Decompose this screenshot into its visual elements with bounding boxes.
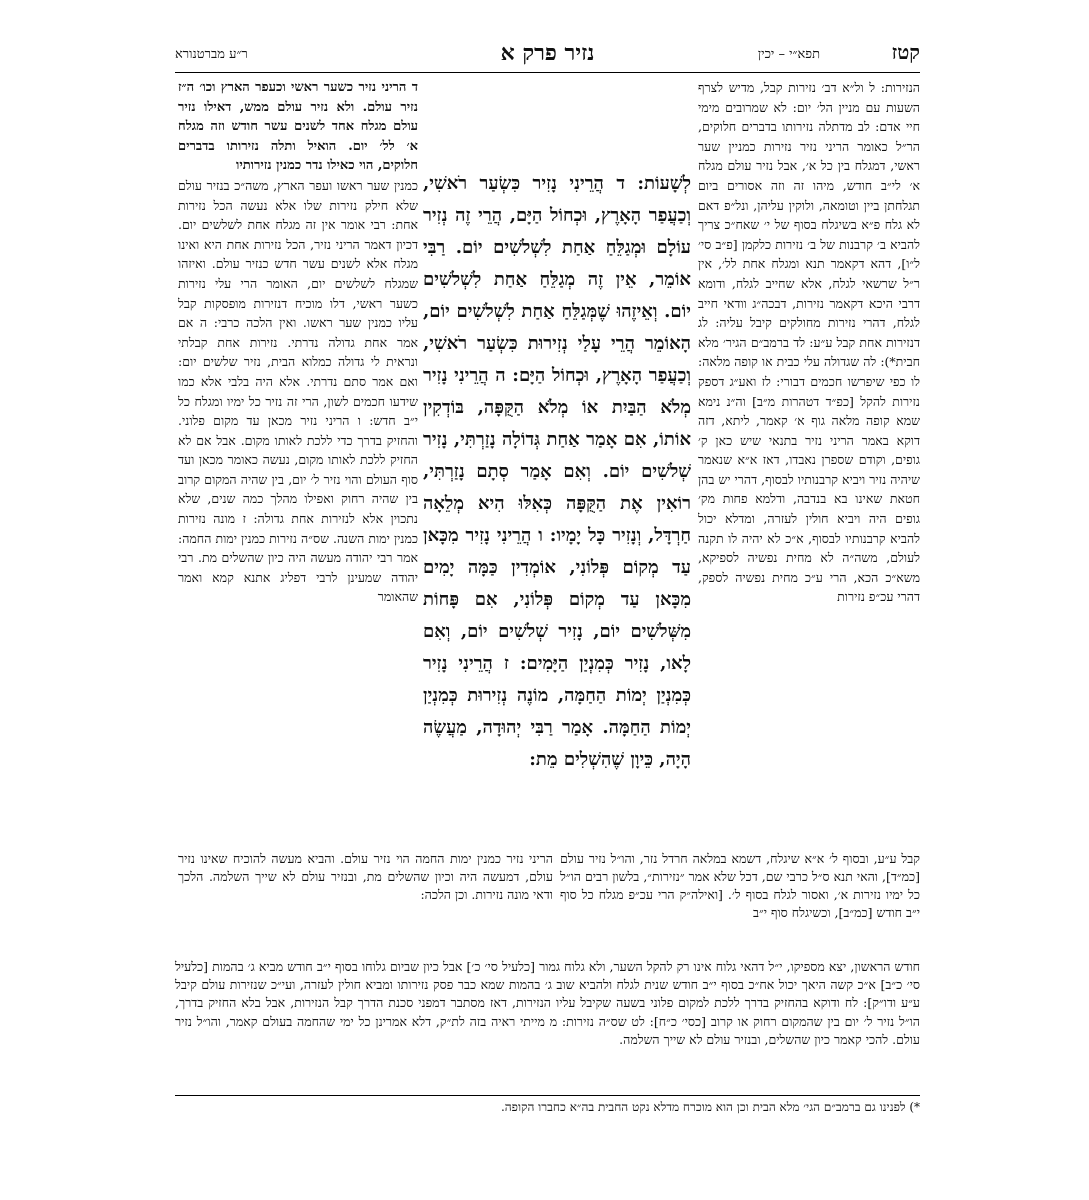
yachin-continuation — [560, 850, 920, 922]
bartenura-continuation-text: הריני נזיר כמנין ימות החמה הוי נזיר עולם. והביא מעשה להוכיח שאינו נזיר עולם, דמעשה היה וכיון שהשלים מת, ובנזיר עולם לא שייך השלמה. הלכך ודאי מונה נזירות. וכן הלכה: — [178, 851, 553, 902]
chapter-title: נזיר פרק א — [500, 40, 595, 66]
header-commentary-name: תפא״י – יכין — [757, 47, 820, 62]
mishnah-text-column — [423, 168, 691, 848]
running-header — [175, 40, 920, 70]
bartenura-continuation — [178, 850, 553, 904]
mishnah-text: לְשָׁעוֹת: ד הֲרֵינִי נָזִיר כִּשְׂעַר רֹאשִׁי, וְכַעֲפַר הָאָרֶץ, וּכְחוֹל הַיָּם, הֲרֵי זֶה נְזִיר עוֹלָם וּמְגַלֵּחַ אַחַת לִשְׁלשִׁים יוֹם. רַבִּי אוֹמֵר, אֵין זֶה מְגַלֵּחַ אַחַת לִשְׁלשִׁים יוֹם. וְאֵיזֶהוּ שֶׁמְּגַלֵּחַ אַחַת לִשְׁלשִׁים יוֹם, הָאוֹמֵר הֲרֵי עָלַי נְזִירוּת כִּשְׂעַר רֹאשִׁי, וְכַעֲפַר הָאָרֶץ, וּכְחוֹל הַיָּם: ה הֲרֵינִי נָזִיר מְלֹא הַבַּיִת אוֹ מְלֹא הַקֻּפָּה, בּוֹדְקִין אוֹתוֹ, אִם אָמַר אַחַת גְּדוֹלָה נָזַרְתִּי, נָזִיר שְׁלשִׁים יוֹם. וְאִם אָמַר סְתָם נָזַרְתִּי, רוֹאִין אֶת הַקֻּפָּה כְּאִלּוּ הִיא מְלֵאָה חַרְדָּל, וְנָזִיר כָּל יָמָיו: ו הֲרֵינִי נָזִיר מִכָּאן עַד מְקוֹם פְּלוֹנִי, אוֹמְדִין כַּמָּה יָמִים מִכָּאן עַד מְקוֹם פְּלוֹנִי, אִם פָּחוֹת מִשְּׁלשִׁים יוֹם, נָזִיר שְׁלשִׁים יוֹם, וְאִם לָאו, נָזִיר כְּמִנְיַן הַיָּמִים: ז הֲרֵינִי נָזִיר כְּמִנְיַן יְמוֹת הַחַמָּה, מוֹנֶה נְזִירוּת כְּמִנְיַן יְמוֹת הַחַמָּה. אָמַר רַבִּי יְהוּדָה, מַעֲשֶׂה הָיָה, כֵּיוָן שֶׁהִשְׁלִים מֵת: — [423, 173, 691, 770]
header-commentary-name-2: ר״ע מברטנורא — [175, 47, 248, 62]
footnote-rule — [175, 1095, 920, 1096]
page-number: קטז — [891, 40, 920, 64]
bartenura-text: כמנין שער ראשו ועפר הארץ, משה״כ בנזיר עולם שלא חילק נזירות שלו אלא נעשה הכל נזירות אחת: רבי אומר אין זה מגלח אחת לשלשים יום. דכיון דאמר הריני נזיר, הכל נזירות אחת היא ואינו מגלח אלא לשנים עשר חדש כנזיר עולם. ואיזהו שמגלח לשלשים יום, האומר הרי עלי נזירות כשער ראשי, דלו מוכיח דנזירות מופסקות קבל עליו כמנין שער ראשו. ואין הלכה כרבי: ה אם אמר אחת גדולה נדרתי. נזירות אחת קבלתי ונראית לי גדולה כמלוא הבית, נזיר שלשים יום: ואם אמר סתם נדרתי. אלא היה בלבי אלא כמו שידעו חכמים לשון, הרי זה נזיר כל ימיו ומגלח כל י״ב חדש: ו הריני נזיר מכאן עד מקום פלוני. והחזיק בדרך כדי ללכת לאותו מקום. אבל אם לא החזיק ללכת לאותו מקום, נעשה כאומר מכאן ועד סוף העולם והוי נזיר ל׳ יום, בין שהיה המקום קרוב בין שהיה רחוק ואפילו מהלך כמה שנים, שלא נתכוין אלא לנזירות אחת גדולה: ז מונה נזירות כמנין ימות השנה. שס״ה נזירות כמנין ימות החמה: אמר רבי יהודה מעשה היה כיון שהשלים מת. רבי יהודה שמעינן לרבי דפליג אתנא קמא ואמר שהאומר — [178, 177, 418, 605]
yachin-text: הנזירות: ל ול״א דב׳ נזירות קבל, מדיש לצרף השעות עם מניין הל׳ יום: לא שמרובים מימי חיי אדם: לב מדתלה נזירותו בדברים חלוקים, הר״ל כאומר הריני נזיר נזירות כמניין שער ראשי, דמגלח בין כל א׳, אבל נזיר עולם מגלח א׳ לי״ב חודש, מיהו זה וזה אסורים ביום תגלחתן ביין וטומאה, ולוקין עליהן, ונל״פ דאם לא גלח פ״א בשיגלח בסוף של י׳ שאח״כ צריך להביא ב׳ קרבנות של ב׳ נזירות כלקמן [פ״ב סי׳ ל״ו], דהא דקאמר תנא ומגלח אחת לל׳, אין ר״ל שרשאי לגלח, אלא שחייב לגלח, ודומא דרבי היכא דקאמר נזירות, דבכה״ג וודאי חייב לגלח, דהרי נזירות מחולקים קיבל עליה: לג דנזירות אחת קבל ע״ע: לד ברמב״ם הגיר׳ מלא חבית*): לה שגדולה עלי כבית או קופה מלאה: לו כפי שיפרשו חכמים דבורי: לז ואע״ג דספק נזירות להקל [כפ״ד דטהרות מ״ב] וה״נ נימא שמא קופה מלאה גוף א׳ קאמר, ליתא, דזה דוקא באמר הריני נזיר בתנאי שיש כאן ק׳ גופים, וקודם שספרן נאבדו, דאז א״א שנאמר שיהיה נזיר ויביא קרבנותיו לבסוף, דהרי יש בהן חטאת שאינו בא בנדבה, ודלמא פחות מק׳ גופים היה ויביא חולין לעזרה, ומדלא יכול להביא קרבנותיו לבסוף, א״כ לא יהיה לו תקנה לעולם, משה״ה לא מחית נפשיה לספיקא, משא״כ הכא, הרי ע״כ מחית נפשיה לספק, דהרי עכ״פ נזירות — [698, 80, 920, 605]
yachin-full-width-text — [175, 958, 920, 1049]
bartenura-opening: ד הריני נזיר כשער ראשי וכעפר הארץ וכו׳ ה״ז נזיר עולם. ולא נזיר עולם ממש, דאילו נזיר עולם מגלח אחד לשנים עשר חודש וזה מגלח א׳ לל׳ יום. הואיל ותלה נזירותו בדברים חלוקים, הוי כאילו נדר כמנין נזירותיו — [178, 80, 418, 174]
yachin-full-width-paragraph: חודש הראשון, יצא מספיקו, י״ל דהאי גלוח אינו רק להקל השער, ולא גלוח גמור [כלעיל סי׳ כ׳] אבל כיון שביום גלוחו בסוף י״ב חודש מביא ג׳ בהמות [כלעיל סי׳ כ״ב] א״כ קשה היאך יכול אח״כ בסוף י״ב חודש שנית לגלח ולהביא שוב ג׳ בהמות שמא כבר פסק נזירותו ומביא חולין לעזרה, ועי״כ שנזירות עולם קיבל ע״ע ודו״ק]: לח ודוקא בהחזיק בדרך ללכת למקום פלוני בשעה שקיבל עליו הנזירות, דאז מסתבר דמפני סכנת הדרך קבל הנזירות, אבל בלא החזיק בדרך, הו״ל נזיר ל׳ יום בין שהמקום רחוק או קרוב [כסי׳ כ״ח]: לט שס״ה נזירות: מ מייתי ראיה בזה לת״ק, דלא אמרינן כל ימי שהחמה בעולם קאמר, והו״ל נזיר עולם. להכי קאמר כיון שהשלים, ובנזיר עולם לא שייך השלמה. — [175, 959, 920, 1047]
header-rule — [175, 72, 920, 73]
footnote: *) לפנינו גם ברמב״ם הגי׳ מלא הבית וכן הוא מוכרח מדלא נקט החבית בה״א כחברו הקופה. — [500, 1100, 920, 1114]
yachin-continuation-text: קבל ע״ע, ובסוף ל׳ א״א שיגלח, דשמא במלאה חרדל נזר, והו״ל נזיר עולם [כמ״ד], והאי תנא ס״ל כרבי שם, דכל שלא אמר ״נזירות״, בלשון רבים הו״ל כל ימיו נזירות א׳, ואסור לגלח בסוף ל׳. [ואילה״ק הרי עכ״פ מגלח כל סוף י״ב חודש [כמ״ב], וכשיגלח סוף י״ב — [560, 851, 920, 920]
bartenura-commentary-column — [178, 78, 418, 848]
yachin-commentary-column — [698, 78, 920, 848]
